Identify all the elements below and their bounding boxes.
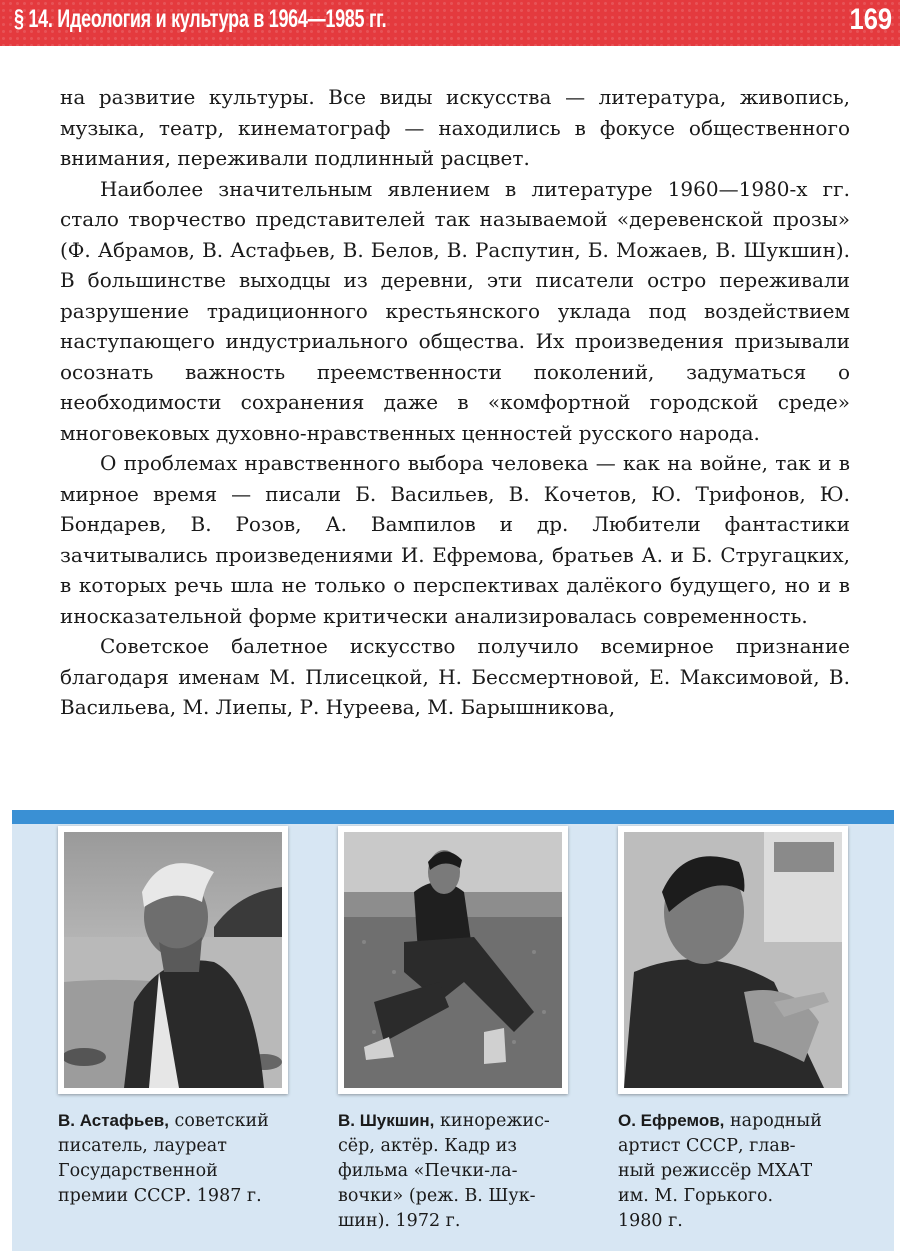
section-title: § 14. Идеология и культура в 1964—1985 гг. bbox=[14, 5, 387, 33]
paragraph-ballet: Советское балетное искусство получило всемирное признание благодаря именам М. Плисецкой, Н. Бессмертновой, Е. Максимовой, В. Васильева, М. Лиепы, Р. Нуреева, М. Барышникова, bbox=[60, 634, 850, 719]
caption-name: В. Астафьев, bbox=[58, 1111, 169, 1130]
page-number: 169 bbox=[849, 3, 892, 36]
portrait-photo-efremov bbox=[624, 832, 842, 1088]
photo-frame bbox=[58, 826, 288, 1094]
caption-name: В. Шукшин, bbox=[338, 1111, 435, 1130]
photo-frame bbox=[618, 826, 848, 1094]
body-text bbox=[60, 82, 850, 723]
paragraph-moral-choice: О проблемах нравственного выбора человека — как на войне, так и в мирное время — писали Б. Васильев, В. Кочетов, Ю. Трифонов, Ю. Бондарев, В. Розов, А. Вампилов и др. Любители фантастики зачитывались произведениями И. Ефремова, братьев А. и Б. Стругацких, в которых речь шла не только о перспективах далёкого будущего, но и в иносказательной форме критически анализировалась современность. bbox=[60, 451, 850, 628]
photo-caption: О. Ефремов, народный артист СССР, глав- ный режиссёр МХАТ им. М. Горького. 1980 г. bbox=[618, 1111, 822, 1231]
photo-frame bbox=[338, 826, 568, 1094]
photo-caption: В. Шукшин, кинорежис- сёр, актёр. Кадр из фильма «Печки-ла- вочки» (реж. В. Шук- шин). 1972 г. bbox=[338, 1111, 550, 1231]
portrait-photo-shukshin bbox=[344, 832, 562, 1088]
portrait-photo-astafyev bbox=[64, 832, 282, 1088]
paragraph-continuation: на развитие культуры. Все виды искусства — литература, живопись, музыка, театр, кинематограф — находились в фокусе общественного внимания, переживали подлинный расцвет. bbox=[60, 85, 850, 170]
paragraph-village-prose: Наиболее значительным явлением в литературе 1960—1980-х гг. стало творчество представителей так называемой «деревенской прозы» (Ф. Абрамов, В. Астафьев, В. Белов, В. Распутин, Б. Можаев, В. Шукшин). В большинстве выходцы из деревни, эти писатели остро переживали разрушение традиционного крестьянского уклада под воздействием наступающего индустриального общества. Их произведения призывали осознать важность преемственности поколений, задуматься о необходимости сохранения даже в «комфортной городской среде» многовековых духовно-нравственных ценностей русского народа. bbox=[60, 176, 850, 445]
page-header bbox=[0, 0, 900, 46]
caption-name: О. Ефремов, bbox=[618, 1111, 725, 1130]
photo-caption: В. Астафьев, советский писатель, лауреат Государственной премии СССР. 1987 г. bbox=[58, 1111, 269, 1206]
